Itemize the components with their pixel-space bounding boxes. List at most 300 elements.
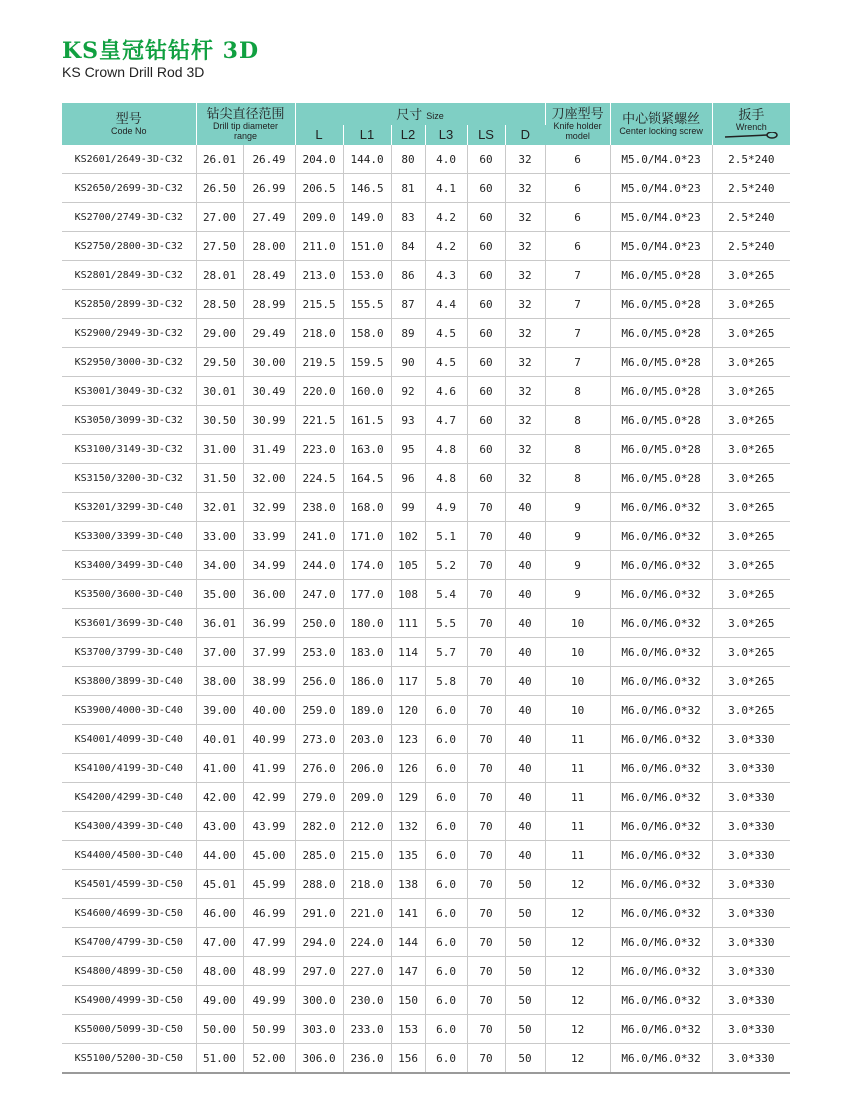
cell-D: 32: [505, 261, 545, 290]
cell-knife: 12: [545, 928, 610, 957]
header-L3: L3: [425, 125, 467, 145]
header-L2: L2: [391, 125, 425, 145]
cell-tip-min: 35.00: [196, 580, 243, 609]
cell-L: 250.0: [295, 609, 343, 638]
cell-screw: M6.0/M5.0*28: [610, 406, 712, 435]
cell-L: 220.0: [295, 377, 343, 406]
cell-LS: 70: [467, 551, 505, 580]
cell-tip-min: 31.00: [196, 435, 243, 464]
cell-screw: M6.0/M5.0*28: [610, 319, 712, 348]
cell-tip-max: 46.99: [243, 899, 295, 928]
cell-wrench: 3.0*265: [712, 493, 790, 522]
cell-knife: 11: [545, 725, 610, 754]
cell-tip-min: 49.00: [196, 986, 243, 1015]
cell-knife: 7: [545, 290, 610, 319]
cell-D: 32: [505, 145, 545, 174]
cell-D: 50: [505, 870, 545, 899]
header-wrench-cn: 扳手: [738, 107, 765, 122]
cell-code: KS5000/5099-3D-C50: [62, 1015, 196, 1044]
cell-L3: 6.0: [425, 957, 467, 986]
cell-L2: 86: [391, 261, 425, 290]
table-row: [62, 203, 790, 232]
cell-L: 306.0: [295, 1044, 343, 1074]
cell-L1: 163.0: [343, 435, 391, 464]
cell-D: 50: [505, 957, 545, 986]
cell-L3: 4.1: [425, 174, 467, 203]
cell-screw: M6.0/M6.0*32: [610, 986, 712, 1015]
table-row: [62, 899, 790, 928]
cell-L3: 5.4: [425, 580, 467, 609]
cell-L: 273.0: [295, 725, 343, 754]
cell-LS: 60: [467, 232, 505, 261]
cell-L1: 221.0: [343, 899, 391, 928]
cell-code: KS4001/4099-3D-C40: [62, 725, 196, 754]
cell-L3: 4.9: [425, 493, 467, 522]
cell-LS: 60: [467, 435, 505, 464]
header-knife: [545, 103, 610, 145]
cell-code: KS4501/4599-3D-C50: [62, 870, 196, 899]
cell-tip-max: 26.99: [243, 174, 295, 203]
cell-wrench: 3.0*265: [712, 667, 790, 696]
cell-code: KS4400/4500-3D-C40: [62, 841, 196, 870]
cell-L2: 129: [391, 783, 425, 812]
cell-LS: 70: [467, 580, 505, 609]
cell-code: KS3201/3299-3D-C40: [62, 493, 196, 522]
cell-LS: 60: [467, 203, 505, 232]
cell-wrench: 3.0*265: [712, 696, 790, 725]
cell-wrench: 2.5*240: [712, 203, 790, 232]
cell-tip-min: 39.00: [196, 696, 243, 725]
cell-tip-min: 30.01: [196, 377, 243, 406]
header-L1: L1: [343, 125, 391, 145]
cell-code: KS3001/3049-3D-C32: [62, 377, 196, 406]
cell-LS: 70: [467, 841, 505, 870]
header-size: [295, 103, 545, 125]
cell-code: KS2650/2699-3D-C32: [62, 174, 196, 203]
cell-LS: 70: [467, 609, 505, 638]
cell-wrench: 3.0*265: [712, 319, 790, 348]
cell-tip-max: 27.49: [243, 203, 295, 232]
table-row: [62, 986, 790, 1015]
cell-L3: 5.5: [425, 609, 467, 638]
table-row: [62, 783, 790, 812]
cell-screw: M6.0/M6.0*32: [610, 609, 712, 638]
cell-screw: M6.0/M5.0*28: [610, 464, 712, 493]
header-screw: [610, 103, 712, 145]
cell-tip-max: 42.99: [243, 783, 295, 812]
cell-L3: 5.7: [425, 638, 467, 667]
cell-screw: M6.0/M6.0*32: [610, 1015, 712, 1044]
cell-knife: 9: [545, 580, 610, 609]
cell-L2: 108: [391, 580, 425, 609]
cell-tip-max: 43.99: [243, 812, 295, 841]
cell-screw: M6.0/M5.0*28: [610, 377, 712, 406]
cell-D: 40: [505, 696, 545, 725]
cell-screw: M6.0/M6.0*32: [610, 870, 712, 899]
header-knife-en: Knife holder model: [553, 121, 602, 141]
table-row: [62, 870, 790, 899]
cell-D: 40: [505, 609, 545, 638]
cell-wrench: 2.5*240: [712, 145, 790, 174]
cell-tip-max: 26.49: [243, 145, 295, 174]
cell-tip-min: 48.00: [196, 957, 243, 986]
cell-tip-max: 38.99: [243, 667, 295, 696]
cell-tip-min: 40.01: [196, 725, 243, 754]
cell-L2: 83: [391, 203, 425, 232]
cell-D: 40: [505, 783, 545, 812]
cell-tip-min: 37.00: [196, 638, 243, 667]
cell-tip-max: 32.00: [243, 464, 295, 493]
cell-tip-max: 30.99: [243, 406, 295, 435]
cell-tip-min: 51.00: [196, 1044, 243, 1074]
cell-L: 224.5: [295, 464, 343, 493]
cell-L: 253.0: [295, 638, 343, 667]
cell-wrench: 3.0*265: [712, 551, 790, 580]
cell-LS: 60: [467, 377, 505, 406]
cell-L3: 6.0: [425, 899, 467, 928]
cell-LS: 70: [467, 1015, 505, 1044]
cell-D: 40: [505, 812, 545, 841]
cell-L3: 5.8: [425, 667, 467, 696]
cell-screw: M6.0/M5.0*28: [610, 261, 712, 290]
cell-L2: 144: [391, 928, 425, 957]
cell-L1: 233.0: [343, 1015, 391, 1044]
cell-screw: M6.0/M6.0*32: [610, 551, 712, 580]
header-tip-en: Drill tip diameter range: [212, 121, 279, 141]
cell-tip-max: 40.99: [243, 725, 295, 754]
header-screw-en: Center locking screw: [619, 126, 703, 136]
cell-knife: 6: [545, 145, 610, 174]
cell-L2: 126: [391, 754, 425, 783]
cell-wrench: 3.0*265: [712, 580, 790, 609]
cell-L3: 5.1: [425, 522, 467, 551]
cell-D: 32: [505, 290, 545, 319]
cell-tip-max: 47.99: [243, 928, 295, 957]
cell-wrench: 3.0*330: [712, 870, 790, 899]
cell-knife: 10: [545, 638, 610, 667]
header-LS: LS: [467, 125, 505, 145]
cell-L: 297.0: [295, 957, 343, 986]
header-wrench: [712, 103, 790, 145]
cell-code: KS2700/2749-3D-C32: [62, 203, 196, 232]
cell-L1: 171.0: [343, 522, 391, 551]
cell-screw: M6.0/M6.0*32: [610, 667, 712, 696]
cell-L3: 6.0: [425, 1015, 467, 1044]
cell-tip-min: 27.00: [196, 203, 243, 232]
cell-L: 294.0: [295, 928, 343, 957]
cell-L2: 156: [391, 1044, 425, 1074]
cell-L3: 4.5: [425, 319, 467, 348]
table-row: [62, 290, 790, 319]
cell-wrench: 3.0*265: [712, 609, 790, 638]
wrench-icon: [723, 132, 779, 140]
table-row: [62, 464, 790, 493]
cell-wrench: 3.0*330: [712, 783, 790, 812]
cell-tip-max: 52.00: [243, 1044, 295, 1074]
cell-D: 32: [505, 377, 545, 406]
cell-L1: 189.0: [343, 696, 391, 725]
cell-tip-min: 33.00: [196, 522, 243, 551]
cell-L1: 158.0: [343, 319, 391, 348]
cell-tip-max: 36.00: [243, 580, 295, 609]
table-body: [62, 145, 790, 1073]
title-block: [62, 38, 259, 80]
cell-tip-min: 46.00: [196, 899, 243, 928]
table-row: [62, 522, 790, 551]
cell-code: KS2950/3000-3D-C32: [62, 348, 196, 377]
cell-L1: 174.0: [343, 551, 391, 580]
cell-D: 32: [505, 464, 545, 493]
cell-screw: M6.0/M6.0*32: [610, 1044, 712, 1074]
cell-code: KS2850/2899-3D-C32: [62, 290, 196, 319]
cell-code: KS4200/4299-3D-C40: [62, 783, 196, 812]
cell-L2: 87: [391, 290, 425, 319]
header-wrench-en: Wrench: [735, 122, 767, 132]
cell-knife: 8: [545, 435, 610, 464]
cell-L: 238.0: [295, 493, 343, 522]
cell-L: 221.5: [295, 406, 343, 435]
cell-knife: 9: [545, 493, 610, 522]
cell-L1: 218.0: [343, 870, 391, 899]
cell-code: KS2601/2649-3D-C32: [62, 145, 196, 174]
header-screw-cn: 中心锁紧螺丝: [622, 111, 701, 126]
cell-knife: 11: [545, 841, 610, 870]
cell-knife: 12: [545, 899, 610, 928]
cell-wrench: 3.0*265: [712, 464, 790, 493]
cell-LS: 70: [467, 783, 505, 812]
cell-code: KS5100/5200-3D-C50: [62, 1044, 196, 1074]
cell-tip-min: 27.50: [196, 232, 243, 261]
cell-knife: 6: [545, 174, 610, 203]
cell-knife: 12: [545, 1044, 610, 1074]
cell-wrench: 3.0*265: [712, 522, 790, 551]
cell-knife: 10: [545, 696, 610, 725]
cell-LS: 60: [467, 406, 505, 435]
cell-L3: 6.0: [425, 812, 467, 841]
cell-tip-max: 40.00: [243, 696, 295, 725]
table-row: [62, 667, 790, 696]
cell-D: 40: [505, 522, 545, 551]
cell-tip-min: 30.50: [196, 406, 243, 435]
cell-L3: 6.0: [425, 725, 467, 754]
cell-L2: 111: [391, 609, 425, 638]
cell-tip-min: 31.50: [196, 464, 243, 493]
cell-L3: 4.4: [425, 290, 467, 319]
cell-knife: 8: [545, 406, 610, 435]
cell-L2: 102: [391, 522, 425, 551]
cell-L2: 132: [391, 812, 425, 841]
cell-D: 32: [505, 406, 545, 435]
cell-L1: 206.0: [343, 754, 391, 783]
cell-L1: 203.0: [343, 725, 391, 754]
cell-code: KS3400/3499-3D-C40: [62, 551, 196, 580]
cell-tip-max: 33.99: [243, 522, 295, 551]
cell-L2: 123: [391, 725, 425, 754]
cell-L: 282.0: [295, 812, 343, 841]
cell-tip-min: 41.00: [196, 754, 243, 783]
cell-code: KS2750/2800-3D-C32: [62, 232, 196, 261]
cell-LS: 70: [467, 725, 505, 754]
cell-wrench: 2.5*240: [712, 232, 790, 261]
cell-LS: 60: [467, 464, 505, 493]
cell-D: 40: [505, 493, 545, 522]
cell-code: KS3800/3899-3D-C40: [62, 667, 196, 696]
cell-code: KS3300/3399-3D-C40: [62, 522, 196, 551]
cell-L2: 99: [391, 493, 425, 522]
cell-L2: 84: [391, 232, 425, 261]
table-row: [62, 377, 790, 406]
cell-L2: 105: [391, 551, 425, 580]
cell-wrench: 3.0*330: [712, 725, 790, 754]
cell-wrench: 3.0*330: [712, 986, 790, 1015]
cell-tip-max: 50.99: [243, 1015, 295, 1044]
cell-L: 213.0: [295, 261, 343, 290]
cell-knife: 9: [545, 522, 610, 551]
cell-L: 219.5: [295, 348, 343, 377]
cell-knife: 11: [545, 754, 610, 783]
cell-tip-max: 37.99: [243, 638, 295, 667]
cell-knife: 6: [545, 232, 610, 261]
cell-L3: 6.0: [425, 841, 467, 870]
cell-L: 259.0: [295, 696, 343, 725]
cell-tip-max: 31.49: [243, 435, 295, 464]
table-row: [62, 348, 790, 377]
cell-tip-max: 45.99: [243, 870, 295, 899]
cell-L1: 186.0: [343, 667, 391, 696]
cell-L3: 6.0: [425, 870, 467, 899]
spec-table: [62, 103, 790, 1074]
cell-LS: 70: [467, 957, 505, 986]
cell-wrench: 3.0*265: [712, 261, 790, 290]
cell-L1: 155.5: [343, 290, 391, 319]
cell-tip-max: 36.99: [243, 609, 295, 638]
cell-code: KS4100/4199-3D-C40: [62, 754, 196, 783]
cell-LS: 70: [467, 928, 505, 957]
cell-code: KS4800/4899-3D-C50: [62, 957, 196, 986]
cell-L2: 147: [391, 957, 425, 986]
cell-tip-min: 38.00: [196, 667, 243, 696]
cell-D: 40: [505, 667, 545, 696]
cell-screw: M6.0/M6.0*32: [610, 899, 712, 928]
cell-L3: 4.5: [425, 348, 467, 377]
cell-code: KS4300/4399-3D-C40: [62, 812, 196, 841]
cell-screw: M6.0/M6.0*32: [610, 580, 712, 609]
cell-tip-min: 26.01: [196, 145, 243, 174]
cell-L: 303.0: [295, 1015, 343, 1044]
cell-knife: 9: [545, 551, 610, 580]
cell-L1: 160.0: [343, 377, 391, 406]
cell-D: 50: [505, 986, 545, 1015]
cell-wrench: 3.0*330: [712, 1044, 790, 1074]
cell-D: 32: [505, 435, 545, 464]
cell-wrench: 3.0*330: [712, 1015, 790, 1044]
cell-LS: 70: [467, 638, 505, 667]
cell-code: KS3900/4000-3D-C40: [62, 696, 196, 725]
cell-LS: 70: [467, 493, 505, 522]
cell-knife: 12: [545, 870, 610, 899]
cell-L2: 135: [391, 841, 425, 870]
cell-tip-max: 28.49: [243, 261, 295, 290]
cell-screw: M6.0/M6.0*32: [610, 493, 712, 522]
cell-D: 40: [505, 841, 545, 870]
table-row: [62, 232, 790, 261]
cell-L1: 212.0: [343, 812, 391, 841]
cell-LS: 70: [467, 812, 505, 841]
cell-L3: 6.0: [425, 696, 467, 725]
cell-L1: 161.5: [343, 406, 391, 435]
cell-L2: 80: [391, 145, 425, 174]
cell-L3: 6.0: [425, 1044, 467, 1074]
cell-LS: 70: [467, 754, 505, 783]
cell-screw: M6.0/M6.0*32: [610, 957, 712, 986]
cell-D: 40: [505, 551, 545, 580]
cell-screw: M6.0/M6.0*32: [610, 725, 712, 754]
cell-LS: 60: [467, 290, 505, 319]
cell-tip-max: 34.99: [243, 551, 295, 580]
cell-L1: 215.0: [343, 841, 391, 870]
cell-L3: 4.8: [425, 464, 467, 493]
cell-knife: 7: [545, 348, 610, 377]
cell-LS: 70: [467, 1044, 505, 1074]
cell-screw: M5.0/M4.0*23: [610, 145, 712, 174]
cell-tip-max: 30.49: [243, 377, 295, 406]
cell-L: 279.0: [295, 783, 343, 812]
cell-wrench: 3.0*330: [712, 754, 790, 783]
cell-screw: M5.0/M4.0*23: [610, 203, 712, 232]
cell-L2: 89: [391, 319, 425, 348]
cell-L: 215.5: [295, 290, 343, 319]
table-header: [62, 103, 790, 145]
header-D: D: [505, 125, 545, 145]
cell-L1: 153.0: [343, 261, 391, 290]
cell-L1: 236.0: [343, 1044, 391, 1074]
cell-D: 32: [505, 319, 545, 348]
cell-screw: M6.0/M6.0*32: [610, 841, 712, 870]
cell-L1: 177.0: [343, 580, 391, 609]
cell-L1: 183.0: [343, 638, 391, 667]
cell-screw: M6.0/M6.0*32: [610, 638, 712, 667]
cell-tip-max: 28.99: [243, 290, 295, 319]
cell-screw: M6.0/M6.0*32: [610, 928, 712, 957]
cell-L3: 4.7: [425, 406, 467, 435]
cell-code: KS4600/4699-3D-C50: [62, 899, 196, 928]
cell-screw: M5.0/M4.0*23: [610, 174, 712, 203]
cell-L1: 230.0: [343, 986, 391, 1015]
page-title: KS皇冠钻钻杆 3D: [62, 38, 260, 64]
cell-LS: 60: [467, 319, 505, 348]
cell-knife: 11: [545, 783, 610, 812]
cell-screw: M5.0/M4.0*23: [610, 232, 712, 261]
cell-L3: 4.8: [425, 435, 467, 464]
cell-tip-min: 28.50: [196, 290, 243, 319]
cell-screw: M6.0/M5.0*28: [610, 435, 712, 464]
cell-L1: 144.0: [343, 145, 391, 174]
cell-LS: 70: [467, 667, 505, 696]
cell-knife: 10: [545, 667, 610, 696]
cell-wrench: 3.0*330: [712, 928, 790, 957]
cell-L3: 6.0: [425, 754, 467, 783]
cell-LS: 60: [467, 174, 505, 203]
cell-D: 50: [505, 928, 545, 957]
cell-wrench: 3.0*265: [712, 435, 790, 464]
table-row: [62, 261, 790, 290]
cell-screw: M6.0/M6.0*32: [610, 812, 712, 841]
cell-L: 204.0: [295, 145, 343, 174]
table-row: [62, 174, 790, 203]
cell-code: KS3601/3699-3D-C40: [62, 609, 196, 638]
cell-LS: 70: [467, 522, 505, 551]
table-row: [62, 1015, 790, 1044]
